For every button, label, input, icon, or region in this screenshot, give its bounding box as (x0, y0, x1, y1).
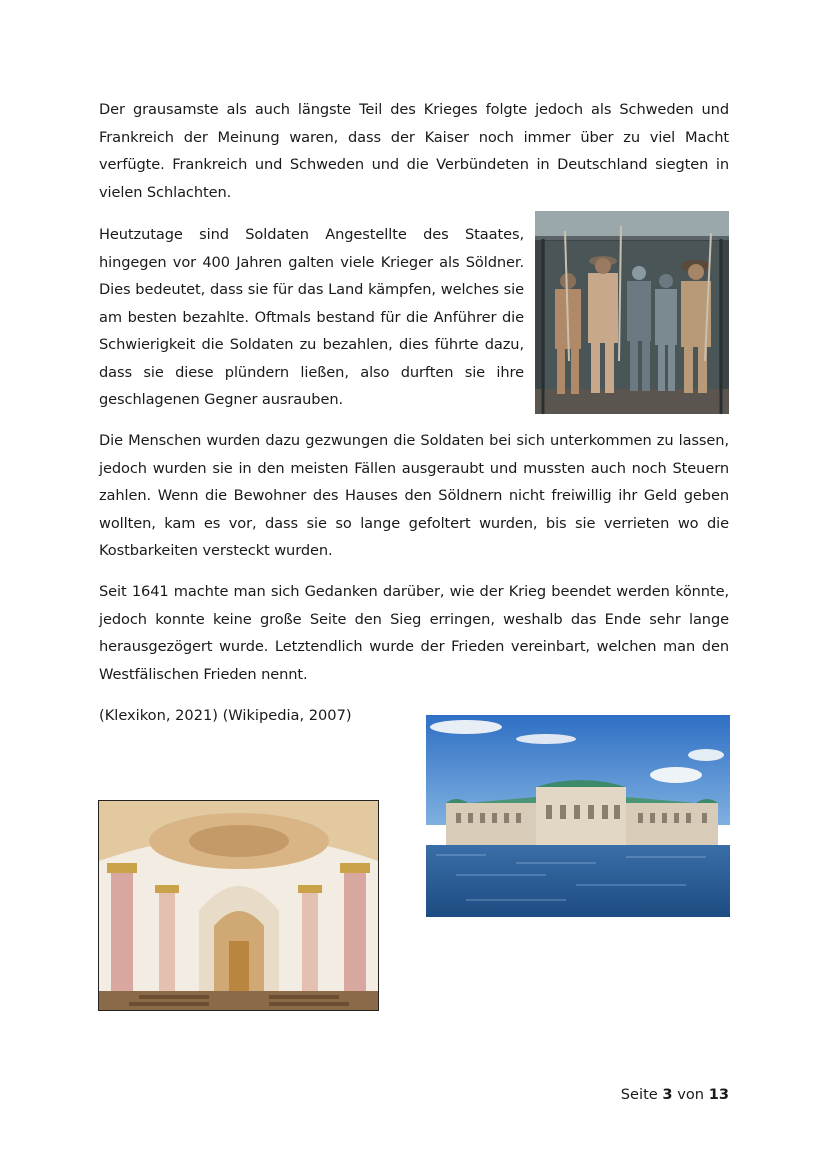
page-label: Seite (620, 1086, 658, 1103)
paragraph-3: Die Menschen wurden dazu gezwungen die Soldaten bei sich unterkommen zu lassen, jedoch wurden sie in den meisten Fällen ausgeraubt und mussten auch noch Steuern zahlen. Wenn die Bewohner des Hauses den Söldnern nicht freiwillig ihr Geld geben wollten, kam es vor, dass sie so lange gefoltert wurden, bis sie verrieten wo die Kostbarkeiten versteckt wurden. (99, 432, 729, 559)
citation: (Klexikon, 2021) (Wikipedia, 2007) (99, 707, 352, 724)
paragraph-4: Seit 1641 machte man sich Gedanken darüber, wie der Krieg beendet werden könnte, jedoch konnte keine große Seite den Sieg erringen, weshalb das Ende sehr lange herausgezögert wurde. Letztendlich wurde der Frieden vereinbart, welchen man den Westfälischen Frieden nennt. (99, 583, 729, 683)
current-page: 3 (662, 1086, 673, 1103)
soldiers-museum-photo (535, 211, 729, 414)
page-number (621, 1085, 729, 1105)
total-pages: 13 (708, 1086, 729, 1103)
paragraph-1: Der grausamste als auch längste Teil des Krieges folgte jedoch als Schweden und Frankreich der Meinung waren, dass der Kaiser noch immer über zu viel Macht verfügte. Frankreich und Schweden und die Verbündeten in Deutschland siegten in vielen Schlachten. (99, 101, 729, 201)
baroque-church-interior-photo (98, 800, 379, 1011)
paragraph-2: Heutzutage sind Soldaten Angestellte des Staates, hingegen vor 400 Jahren galten viele Krieger als Söldner. Dies bedeutet, dass sie für das Land kämpfen, welches sie am besten bezahlte. Oftmals bestand für die Anführer die Schwierigkeit die Soldaten zu bezahlen, dies führte dazu, dass sie diese plündern ließen, also durften sie ihre geschlagenen Gegner ausrauben. (99, 226, 524, 408)
belvedere-palace-photo (426, 715, 730, 917)
of-label: von (677, 1086, 705, 1103)
